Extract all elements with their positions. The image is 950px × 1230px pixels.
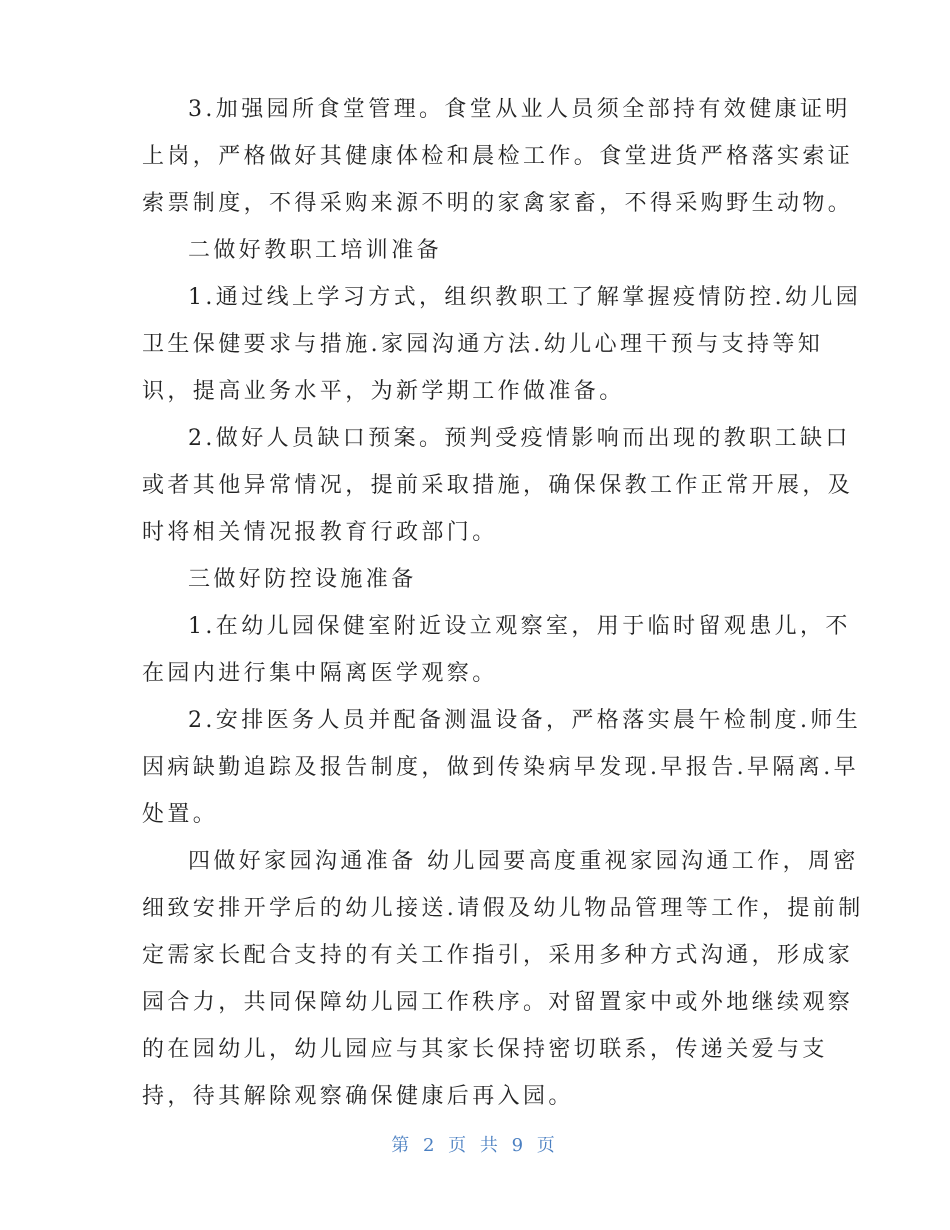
paragraph-line: 园合力，共同保障幼儿园工作秩序。对留置家中或外地继续观察 [142, 990, 854, 1015]
paragraph-line: 卫生保健要求与措施.家园沟通方法.幼儿心理干预与支持等知 [142, 332, 824, 357]
paragraph-observation-room [142, 603, 851, 697]
paragraph-line: 处置。 [142, 802, 219, 827]
paragraph-medical-staff [142, 697, 862, 838]
paragraph-line: 上岗，严格做好其健康体检和晨检工作。食堂进货严格落实索证 [142, 144, 854, 169]
page-number-footer: 第 2 页 共 9 页 [391, 1135, 559, 1156]
paragraph-line: 2.安排医务人员并配备测温设备，严格落实晨午检制度.师生 [188, 708, 862, 733]
paragraph-line: 时将相关情况报教育行政部门。 [142, 520, 498, 545]
paragraph-canteen-management [142, 86, 854, 227]
document-body [142, 86, 864, 1120]
section-heading: 三做好防控设施准备 [188, 567, 417, 592]
paragraph-line: 四做好家园沟通准备 幼儿园要高度重视家园沟通工作，周密 [188, 849, 859, 874]
paragraph-line: 2.做好人员缺口预案。预判受疫情影响而出现的教职工缺口 [188, 426, 851, 451]
section-heading-staff-training [142, 227, 810, 274]
paragraph-line: 定需家长配合支持的有关工作指引，采用多种方式沟通，形成家 [142, 943, 854, 968]
paragraph-line: 在园内进行集中隔离医学观察。 [142, 661, 498, 686]
paragraph-line: 1.在幼儿园保健室附近设立观察室，用于临时留观患儿，不 [188, 614, 851, 639]
section-heading: 二做好教职工培训准备 [188, 238, 443, 263]
paragraph-staffing-plan [142, 415, 854, 556]
paragraph-line: 1.通过线上学习方式，组织教职工了解掌握疫情防控.幼儿园 [188, 285, 862, 310]
paragraph-home-school-communication [142, 838, 864, 1120]
paragraph-line: 因病缺勤追踪及报告制度，做到传染病早发现.早报告.早隔离.早 [142, 755, 859, 780]
paragraph-line: 或者其他异常情况，提前采取措施，确保保教工作正常开展，及 [142, 473, 854, 498]
paragraph-line: 持，待其解除观察确保健康后再入园。 [142, 1084, 574, 1109]
section-heading-prevention-facilities [142, 556, 810, 603]
paragraph-line: 3.加强园所食堂管理。食堂从业人员须全部持有效健康证明 [188, 97, 851, 122]
paragraph-line: 识，提高业务水平，为新学期工作做准备。 [142, 379, 625, 404]
paragraph-line: 索票制度，不得采购来源不明的家禽家畜，不得采购野生动物。 [142, 191, 854, 216]
paragraph-line: 的在园幼儿，幼儿园应与其家长保持密切联系，传递关爱与支 [142, 1037, 828, 1062]
paragraph-online-learning [142, 274, 862, 415]
paragraph-line: 细致安排开学后的幼儿接送.请假及幼儿物品管理等工作，提前制 [142, 896, 864, 921]
